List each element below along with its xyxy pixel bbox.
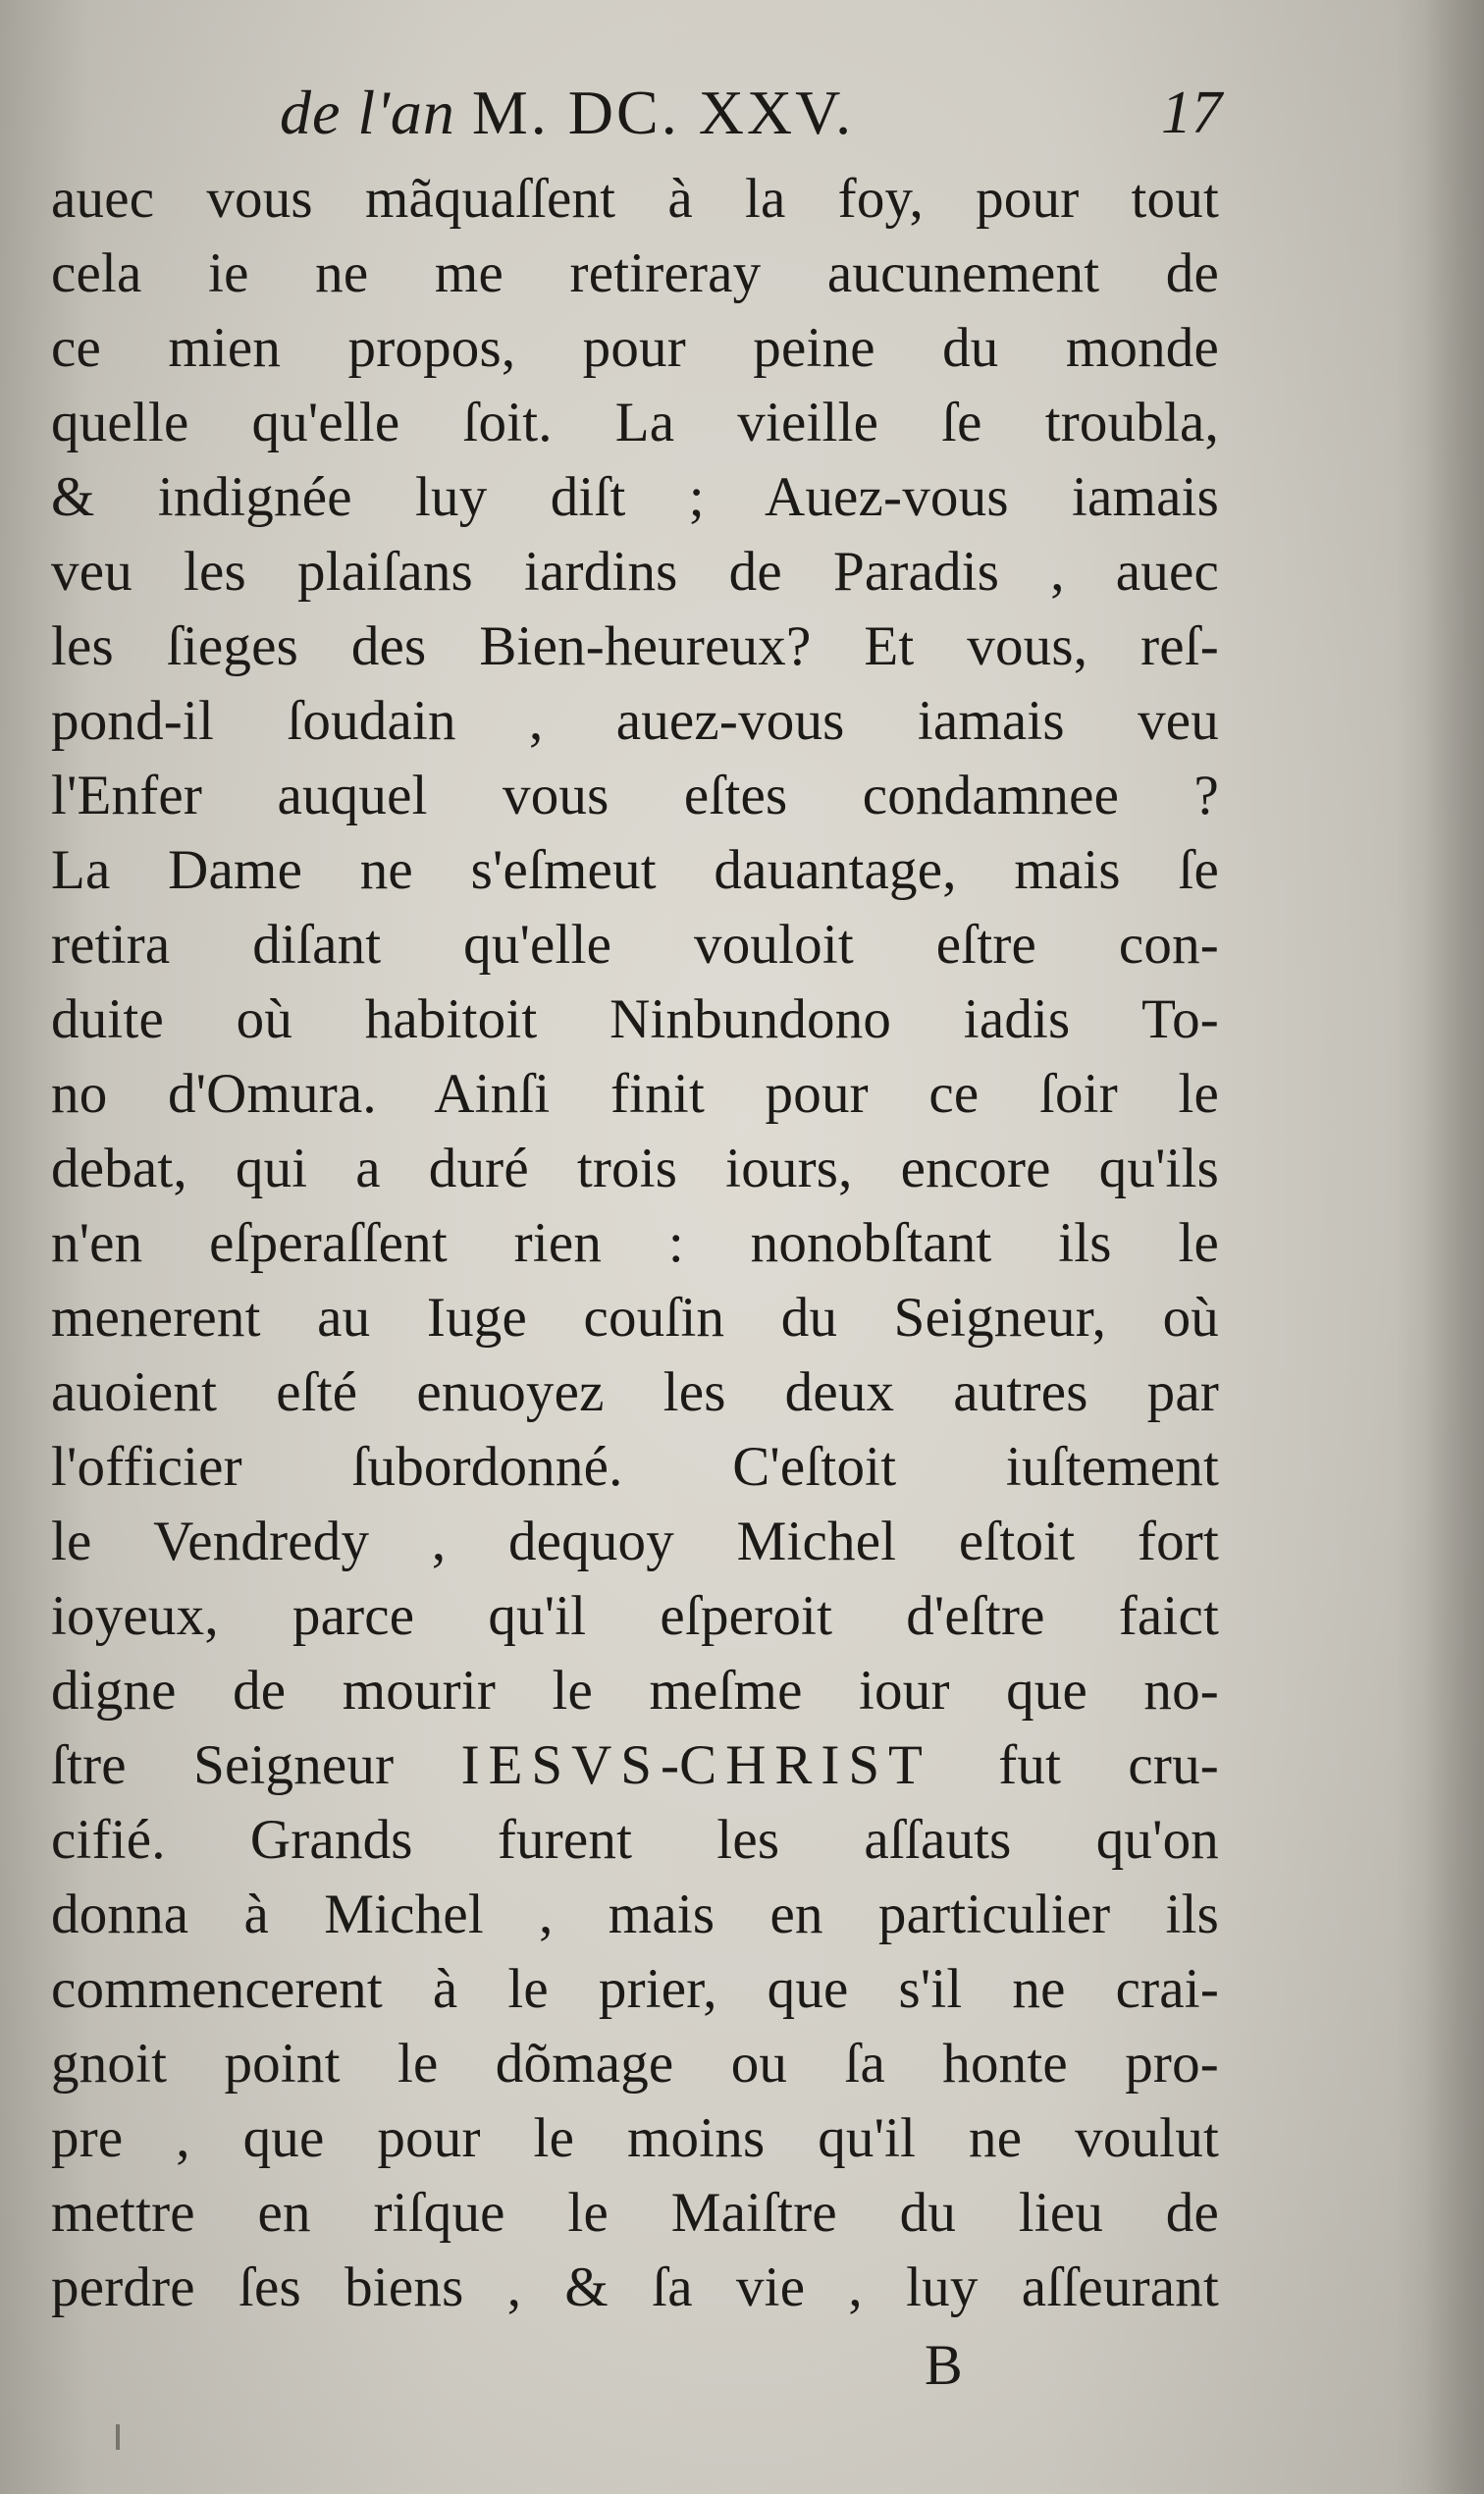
text-line: donna à Michel , mais en particulier ils [51, 1884, 1219, 1945]
running-head [280, 69, 854, 157]
text-line: ioyeux, parce qu'il eſperoit d'eſtre faict [51, 1585, 1219, 1647]
christ-name: CHRIST [679, 1734, 931, 1796]
jesus-dash: - [660, 1734, 680, 1796]
page-gutter-shadow [1425, 0, 1484, 2494]
text-line: gnoit point le dõmage ou ſa honte pro- [51, 2033, 1219, 2095]
ink-speck [116, 2424, 120, 2450]
text-line: auoient eſté enuoyez les deux autres par [51, 1361, 1219, 1423]
text-line: le Vendredy , dequoy Michel eſtoit fort [51, 1511, 1219, 1572]
text-line: mettre en riſque le Maiſtre du lieu de [51, 2182, 1219, 2244]
signature-mark: B [925, 2333, 963, 2397]
text-line-jesus-christ [51, 1728, 1219, 1803]
text-line: l'Enfer auquel vous eſtes condamnee ? [51, 765, 1219, 826]
page-header [280, 69, 1222, 157]
text-line: cela ie ne me retireray aucunement de [51, 242, 1219, 304]
jesus-line-after: fut cru- [930, 1734, 1219, 1796]
text-line: menerent au Iuge couſin du Seigneur, où [51, 1287, 1219, 1349]
text-line: quelle qu'elle ſoit. La vieille ſe troubla, [51, 392, 1219, 453]
text-line: ce mien propos, pour peine du monde [51, 317, 1219, 379]
text-line: l'officier ſubordonné. C'eſtoit iuſtement [51, 1436, 1219, 1498]
text-line: La Dame ne s'eſmeut dauantage, mais ſe [51, 839, 1219, 901]
text-line: & indignée luy diſt ; Auez-vous iamais [51, 466, 1219, 528]
text-line: retira diſant qu'elle vouloit eſtre con- [51, 914, 1219, 976]
running-head-italic: de l'an [280, 78, 455, 147]
text-line: commencerent à le prier, que s'il ne crai- [51, 1958, 1219, 2020]
text-line: pre , que pour le moins qu'il ne voulut [51, 2107, 1219, 2169]
text-line: duite où habitoit Ninbundono iadis To- [51, 988, 1219, 1050]
text-line: digne de mourir le meſme iour que no- [51, 1660, 1219, 1722]
text-line: les ſieges des Bien-heureux? Et vous, reſ- [51, 615, 1219, 677]
text-line: n'en eſperaſſent rien : nonobſtant ils le [51, 1212, 1219, 1274]
text-line: pond-il ſoudain , auez-vous iamais veu [51, 690, 1219, 752]
text-line: cifié. Grands furent les aſſauts qu'on [51, 1809, 1219, 1871]
jesus-line-before: ſtre Seigneur [51, 1734, 461, 1796]
running-head-year: M. DC. XXV. [471, 78, 855, 147]
body-text [51, 162, 1219, 2325]
text-line: auec vous mãquaſſent à la foy, pour tout [51, 168, 1219, 230]
text-line: no d'Omura. Ainſi finit pour ce ſoir le [51, 1063, 1219, 1125]
text-line: perdre ſes biens , & ſa vie , luy aſſeurant [51, 2256, 1219, 2318]
text-line: veu les plaiſans iardins de Paradis , auec [51, 541, 1219, 603]
jesus-name: IESVS [460, 1734, 661, 1796]
page-number: 17 [1161, 80, 1222, 146]
text-line: debat, qui a duré trois iours, encore qu'ils [51, 1138, 1219, 1199]
